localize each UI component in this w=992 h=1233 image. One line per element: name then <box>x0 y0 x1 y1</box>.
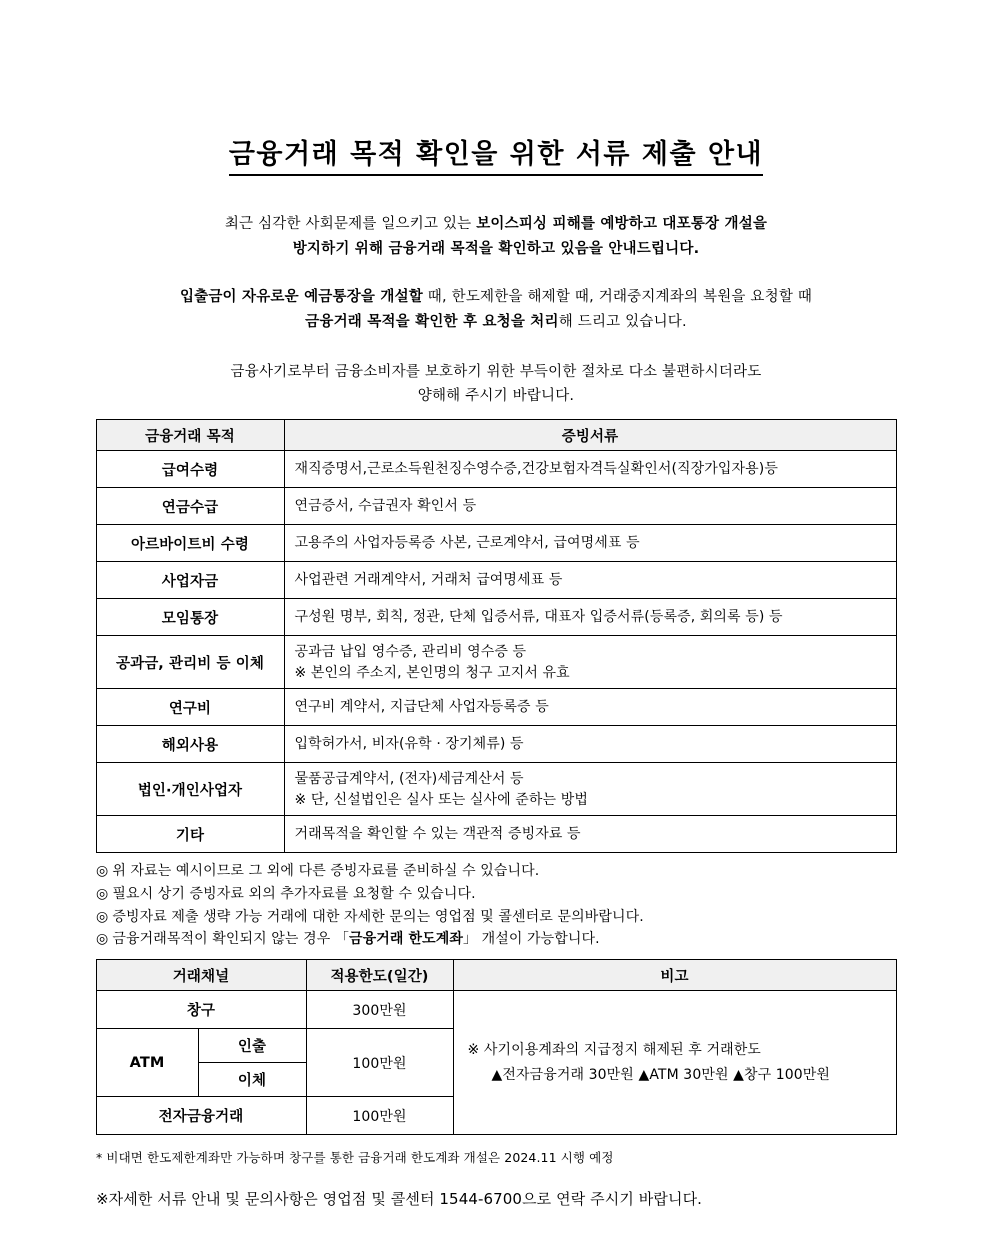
limits-table-header-limit: 적용한도(일간) <box>306 960 453 991</box>
page-title <box>0 0 992 172</box>
intro-paragraph-1 <box>0 212 992 262</box>
purpose-document-table <box>96 419 897 853</box>
limits-table-header-row <box>96 960 896 991</box>
limits-sub-atm-transfer: 이체 <box>198 1063 306 1097</box>
note-text: 필요시 상기 증빙자료 외의 추가자료를 요청할 수 있습니다. <box>112 886 476 903</box>
purpose-documents <box>284 599 896 636</box>
limits-value-counter: 300만원 <box>306 991 453 1029</box>
table-row <box>96 763 896 816</box>
note-item <box>96 928 896 951</box>
note-bullet-icon: ◎ <box>96 863 109 880</box>
intro-paragraph-3 <box>0 360 992 410</box>
intro-p2-l1-regular: 때, 한도제한을 해제할 때, 거래중지계좌의 복원을 요청할 때 <box>423 288 813 305</box>
intro-paragraph-3-line-1: 금융사기로부터 금융소비자를 보호하기 위한 부득이한 절차로 다소 불편하시더라도 <box>230 363 762 380</box>
table-row <box>96 689 896 726</box>
purpose-label: 법인·개인사업자 <box>96 763 284 816</box>
purpose-document-line: ※ 단, 신설법인은 실사 또는 실사에 준하는 방법 <box>294 791 588 808</box>
intro-paragraph-1-line-1 <box>0 212 992 237</box>
purpose-document-line: 물품공급계약서, (전자)세금계산서 등 <box>294 770 524 787</box>
purpose-documents <box>284 562 896 599</box>
purpose-documents <box>284 726 896 763</box>
note-text-bold: 금융거래 한도계좌 <box>349 931 463 948</box>
footer-note-asterisk: * 비대면 한도제한계좌만 가능하며 창구를 통한 금융거래 한도계좌 개설은 2024.11 시행 예정 <box>96 1150 614 1166</box>
purpose-document-line: 거래목적을 확인할 수 있는 객관적 증빙자료 등 <box>294 826 581 843</box>
purpose-label: 사업자금 <box>96 562 284 599</box>
intro-p2-l1-bold: 입출금이 자유로운 예금통장을 개설할 <box>179 288 423 305</box>
purpose-label: 아르바이트비 수령 <box>96 525 284 562</box>
intro-paragraph-2 <box>0 285 992 335</box>
table-row <box>96 488 896 525</box>
note-bullet-icon: ◎ <box>96 886 109 903</box>
limits-table-header-channel: 거래채널 <box>96 960 306 991</box>
intro-p1-l2-bold: 방지하기 위해 금융거래 목적을 확인하고 있음을 안내드립니다. <box>292 240 700 257</box>
purpose-document-line: 사업관련 거래계약서, 거래처 급여명세표 등 <box>294 572 563 589</box>
purpose-label: 급여수령 <box>96 451 284 488</box>
purpose-label: 모임통장 <box>96 599 284 636</box>
footer-note-contact: ※자세한 서류 안내 및 문의사항은 영업점 및 콜센터 1544-6700으로 연락 주시기 바랍니다. <box>96 1190 703 1209</box>
table-row <box>96 562 896 599</box>
footer-notes <box>96 1148 896 1209</box>
purpose-document-line: 재직증명서,근로소득원천징수영수증,건강보험자격득실확인서(직장가입자용)등 <box>294 461 778 478</box>
purpose-label: 해외사용 <box>96 726 284 763</box>
note-item <box>96 883 896 906</box>
limits-channel-counter: 창구 <box>96 991 306 1029</box>
limits-table-row-counter <box>96 991 896 1029</box>
limits-remark-line-2: ▲전자금융거래 30만원 ▲ATM 30만원 ▲창구 100만원 <box>491 1066 831 1083</box>
purpose-document-line: 공과금 납입 영수증, 관리비 영수증 등 <box>294 643 527 660</box>
purpose-documents <box>284 636 896 689</box>
intro-p2-l2-bold: 금융거래 목적을 확인한 후 요청을 처리 <box>305 313 559 330</box>
purpose-label: 공과금, 관리비 등 이체 <box>96 636 284 689</box>
limits-channel-atm: ATM <box>96 1029 198 1097</box>
purpose-documents <box>284 488 896 525</box>
note-bullet-icon: ◎ <box>96 908 109 925</box>
purpose-documents <box>284 525 896 562</box>
table-row <box>96 525 896 562</box>
limits-channel-electronic: 전자금융거래 <box>96 1097 306 1135</box>
purpose-label: 기타 <box>96 816 284 853</box>
intro-paragraph-3-line-2: 양해해 주시기 바랍니다. <box>417 388 575 405</box>
purpose-label: 연구비 <box>96 689 284 726</box>
note-text: 위 자료는 예시이므로 그 외에 다른 증빙자료를 준비하실 수 있습니다. <box>112 863 540 880</box>
purpose-document-line: 입학허가서, 비자(유학 · 장기체류) 등 <box>294 736 524 753</box>
purpose-label: 연금수급 <box>96 488 284 525</box>
intro-p2-l2-regular: 해 드리고 있습니다. <box>558 313 687 330</box>
table-row <box>96 451 896 488</box>
note-text-post: 」 개설이 가능합니다. <box>462 931 600 948</box>
intro-paragraph-1-line-2 <box>0 237 992 262</box>
limits-remark-cell <box>453 991 896 1135</box>
intro-p1-l1-regular: 최근 심각한 사회문제를 일으키고 있는 <box>224 215 477 232</box>
intro-p1-l1-bold: 보이스피싱 피해를 예방하고 대포통장 개설을 <box>476 215 768 232</box>
note-text: 증빙자료 제출 생략 가능 거래에 대한 자세한 문의는 영업점 및 콜센터로 문의바랍니다. <box>112 908 644 925</box>
intro-paragraph-2-line-1 <box>0 285 992 310</box>
limits-table <box>96 959 897 1135</box>
limits-sub-atm-withdraw: 인출 <box>198 1029 306 1063</box>
note-text-pre: 금융거래목적이 확인되지 않는 경우 「 <box>112 931 349 948</box>
purpose-documents <box>284 763 896 816</box>
purpose-documents <box>284 816 896 853</box>
limits-value-atm: 100만원 <box>306 1029 453 1097</box>
purpose-table-header-purpose: 금융거래 목적 <box>96 420 284 451</box>
purpose-document-line: ※ 본인의 주소지, 본인명의 청구 고지서 유효 <box>294 664 570 681</box>
purpose-documents <box>284 451 896 488</box>
table-row <box>96 599 896 636</box>
purpose-document-line: 구성원 명부, 회칙, 정관, 단체 입증서류, 대표자 입증서류(등록증, 회의록 등) 등 <box>294 609 783 626</box>
purpose-document-line: 연금증서, 수급권자 확인서 등 <box>294 498 477 515</box>
note-item <box>96 906 896 929</box>
page-title-text: 금융거래 목적 확인을 위한 서류 제출 안내 <box>229 139 763 176</box>
limits-remark-line-1: ※ 사기이용계좌의 지급정지 해제된 후 거래한도 <box>467 1042 761 1059</box>
purpose-table-header-documents: 증빙서류 <box>284 420 896 451</box>
notes-list <box>96 860 896 951</box>
table-row <box>96 816 896 853</box>
purpose-document-line: 연구비 계약서, 지급단체 사업자등록증 등 <box>294 699 549 716</box>
intro-paragraph-2-line-2 <box>0 310 992 335</box>
note-item <box>96 860 896 883</box>
limits-value-electronic: 100만원 <box>306 1097 453 1135</box>
table-row <box>96 636 896 689</box>
purpose-table-header-row <box>96 420 896 451</box>
purpose-documents <box>284 689 896 726</box>
note-bullet-icon: ◎ <box>96 931 109 948</box>
purpose-document-line: 고용주의 사업자등록증 사본, 근로계약서, 급여명세표 등 <box>294 535 640 552</box>
limits-table-header-remark: 비고 <box>453 960 896 991</box>
table-row <box>96 726 896 763</box>
